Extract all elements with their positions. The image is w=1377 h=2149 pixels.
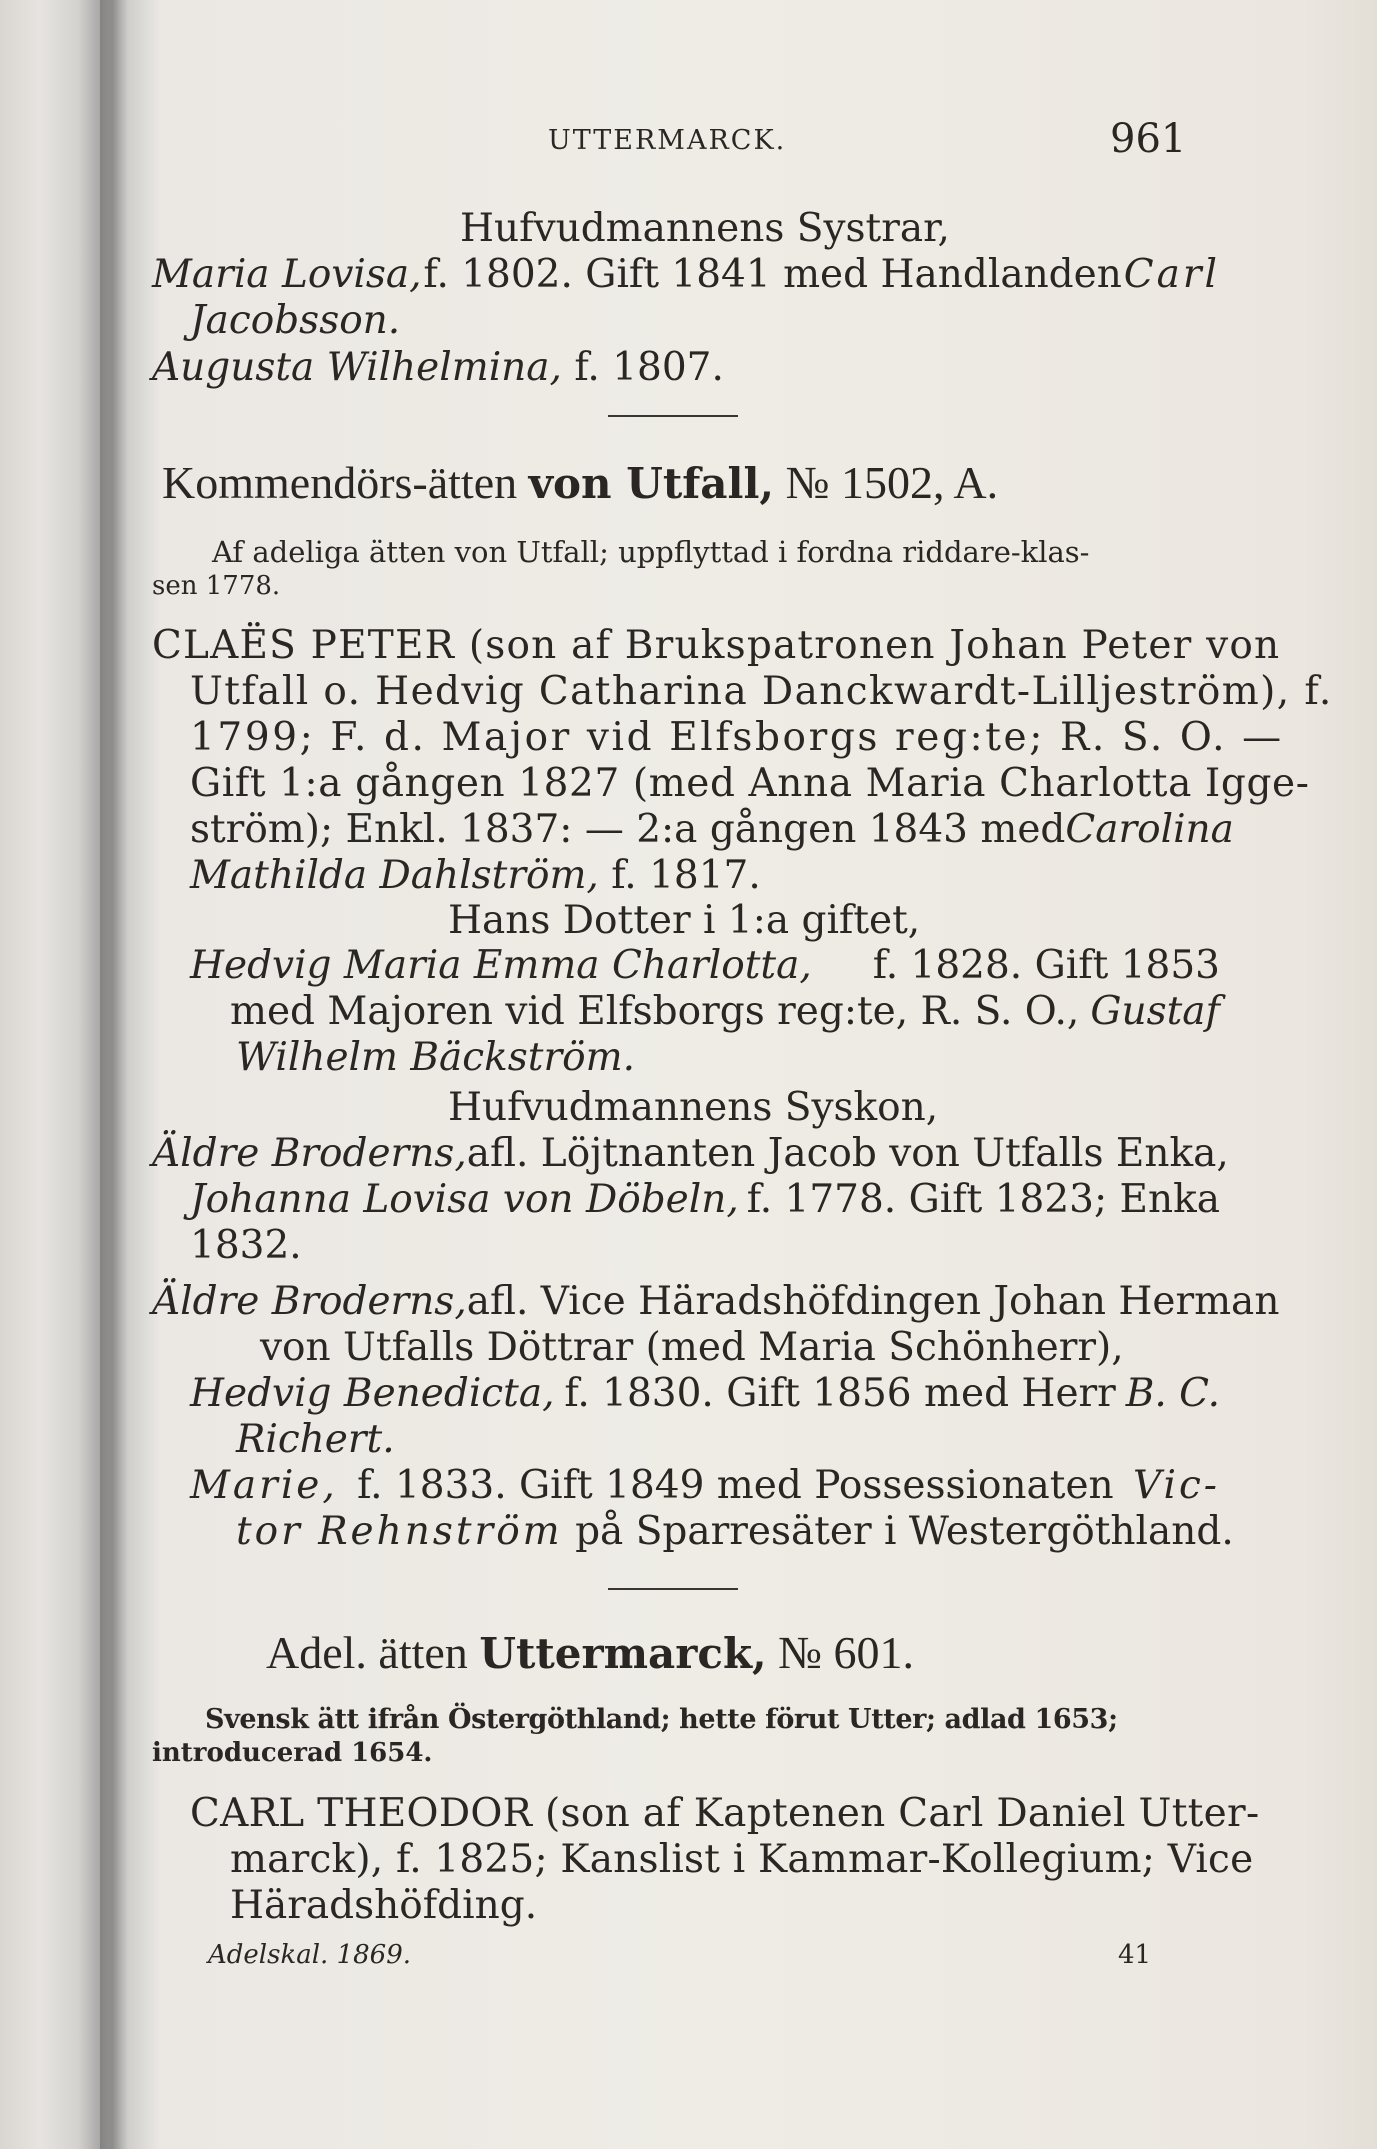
utfall-entry-line: Gift 1:a gången 1827 (med Anna Maria Charlotta Igge- [190, 761, 1310, 806]
hedvig-line-2 [230, 989, 1220, 1034]
utfall-title-prefix: Kommendörs-ätten [162, 457, 518, 508]
maria-spouse: Carl [1123, 252, 1220, 297]
johanna-line-2: 1832. [190, 1223, 302, 1268]
utfall-title-number: № 1502, A. [785, 457, 999, 508]
benedicta-line-2: Richert. [236, 1417, 395, 1462]
elder-brother-1 [152, 1131, 1229, 1176]
johanna-details: f. 1778. Gift 1823; Enka [746, 1177, 1220, 1222]
daughter-hedvig [190, 943, 1220, 988]
siblings-heading: Hufvudmannens Syskon, [448, 1085, 939, 1130]
utfall-entry-line: 1799; F. d. Major vid Elfsborgs reg:te; R. S. O. — [190, 715, 1284, 760]
daughter-heading: Hans Dotter i 1:a giftet, [448, 898, 921, 943]
hedvig-details: f. 1828. Gift 1853 [872, 943, 1220, 988]
sisters-heading: Hufvudmannens Systrar, [460, 206, 950, 251]
marie-name: Marie, [190, 1463, 338, 1508]
utfall-entry-line: CLAËS PETER (son af Brukspatronen Johan Peter von [152, 623, 1281, 668]
uttermarck-title-name: Uttermarck, [479, 1629, 767, 1678]
benedicta-name: Hedvig Benedicta, [190, 1371, 555, 1416]
elder-brother-2 [152, 1279, 1280, 1324]
utfall-title [162, 457, 999, 508]
hedvig-spouse-text: med Majoren vid Elfsborgs reg:te, R. S. O., [230, 989, 1080, 1034]
carolina-name: Carolina [1065, 807, 1234, 852]
sister-augusta [152, 345, 724, 390]
benedicta-details: f. 1830. Gift 1856 med Herr [564, 1371, 1116, 1416]
marie-line-2 [236, 1509, 1234, 1554]
mathilda-name: Mathilda Dahlström, [190, 853, 599, 898]
page-number: 961 [1110, 116, 1187, 162]
marie-details: f. 1833. Gift 1849 med Possessionaten [357, 1463, 1114, 1508]
uttermarck-title [266, 1627, 915, 1678]
marie-line [190, 1463, 1220, 1508]
uttermarck-note-1: Svensk ätt ifrån Östergöthland; hette förut Utter; adlad 1653; [205, 1704, 1118, 1735]
hedvig-name: Hedvig Maria Emma Charlotta, [190, 943, 812, 988]
uttermarck-note-2: introducerad 1654. [152, 1738, 433, 1768]
marie-spouse: Vic- [1133, 1463, 1220, 1508]
footer-sheet-number: 41 [1118, 1940, 1152, 1970]
utfall-title-name: von Utfall, [528, 459, 775, 508]
augusta-details: f. 1807. [574, 345, 724, 390]
marie-residence: på Sparresäter i Westergöthland. [575, 1509, 1234, 1554]
utfall-entry-line [190, 807, 1234, 852]
binding-edge [100, 0, 120, 2149]
utfall-entry-text: ström); Enkl. 1837: — 2:a gången 1843 med [190, 807, 1066, 852]
elder-brother-text: afl. Löjtnanten Jacob von Utfalls Enka, [466, 1131, 1229, 1176]
elder-brother-label: Äldre Broderns, [152, 1131, 467, 1176]
maria-details: f. 1802. Gift 1841 med Handlanden [423, 252, 1122, 297]
utfall-note-2: sen 1778. [152, 571, 281, 601]
elder-brother-2-line-2: von Utfalls Döttrar (med Maria Schönherr), [260, 1325, 1124, 1370]
footer-signature: Adelskal. 1869. [208, 1940, 411, 1970]
uttermarck-title-number: № 601. [778, 1627, 915, 1678]
utfall-entry-line [190, 853, 761, 898]
mathilda-birth: f. 1817. [611, 853, 761, 898]
utfall-note-1: Af adeliga ätten von Utfall; uppflyttad i fordna riddare-klas- [212, 535, 1090, 569]
johanna-name: Johanna Lovisa von Döbeln, [190, 1177, 739, 1222]
elder-brother-text: afl. Vice Häradshöfdingen Johan Herman [466, 1279, 1280, 1324]
uttermarck-entry-line: CARL THEODOR (son af Kaptenen Carl Daniel Utter- [190, 1791, 1260, 1836]
uttermarck-title-prefix: Adel. ätten [266, 1627, 468, 1678]
running-head: UTTERMARCK. [548, 125, 787, 156]
hedvig-line-3: Wilhelm Bäckström. [236, 1035, 635, 1080]
sister-maria [152, 252, 1220, 297]
johanna-line [190, 1177, 1220, 1222]
marie-spouse-cont: tor Rehnström [236, 1509, 563, 1554]
hedvig-spouse-name: Gustaf [1090, 989, 1220, 1034]
utfall-entry-line: Utfall o. Hedvig Catharina Danckwardt-Lilljeström), f. [190, 669, 1333, 714]
uttermarck-entry-line: marck), f. 1825; Kanslist i Kammar-Kollegium; Vice [230, 1837, 1254, 1882]
benedicta-spouse: B. C. [1125, 1371, 1220, 1416]
uttermarck-entry-line: Häradshöfding. [230, 1883, 538, 1928]
maria-spouse-cont: Jacobsson. [190, 298, 401, 343]
elder-brother-label: Äldre Broderns, [152, 1279, 467, 1324]
section-divider [608, 415, 738, 417]
augusta-name: Augusta Wilhelmina, [152, 345, 562, 390]
section-divider [608, 1588, 738, 1590]
benedicta-line [190, 1371, 1220, 1416]
maria-name: Maria Lovisa, [152, 252, 422, 297]
